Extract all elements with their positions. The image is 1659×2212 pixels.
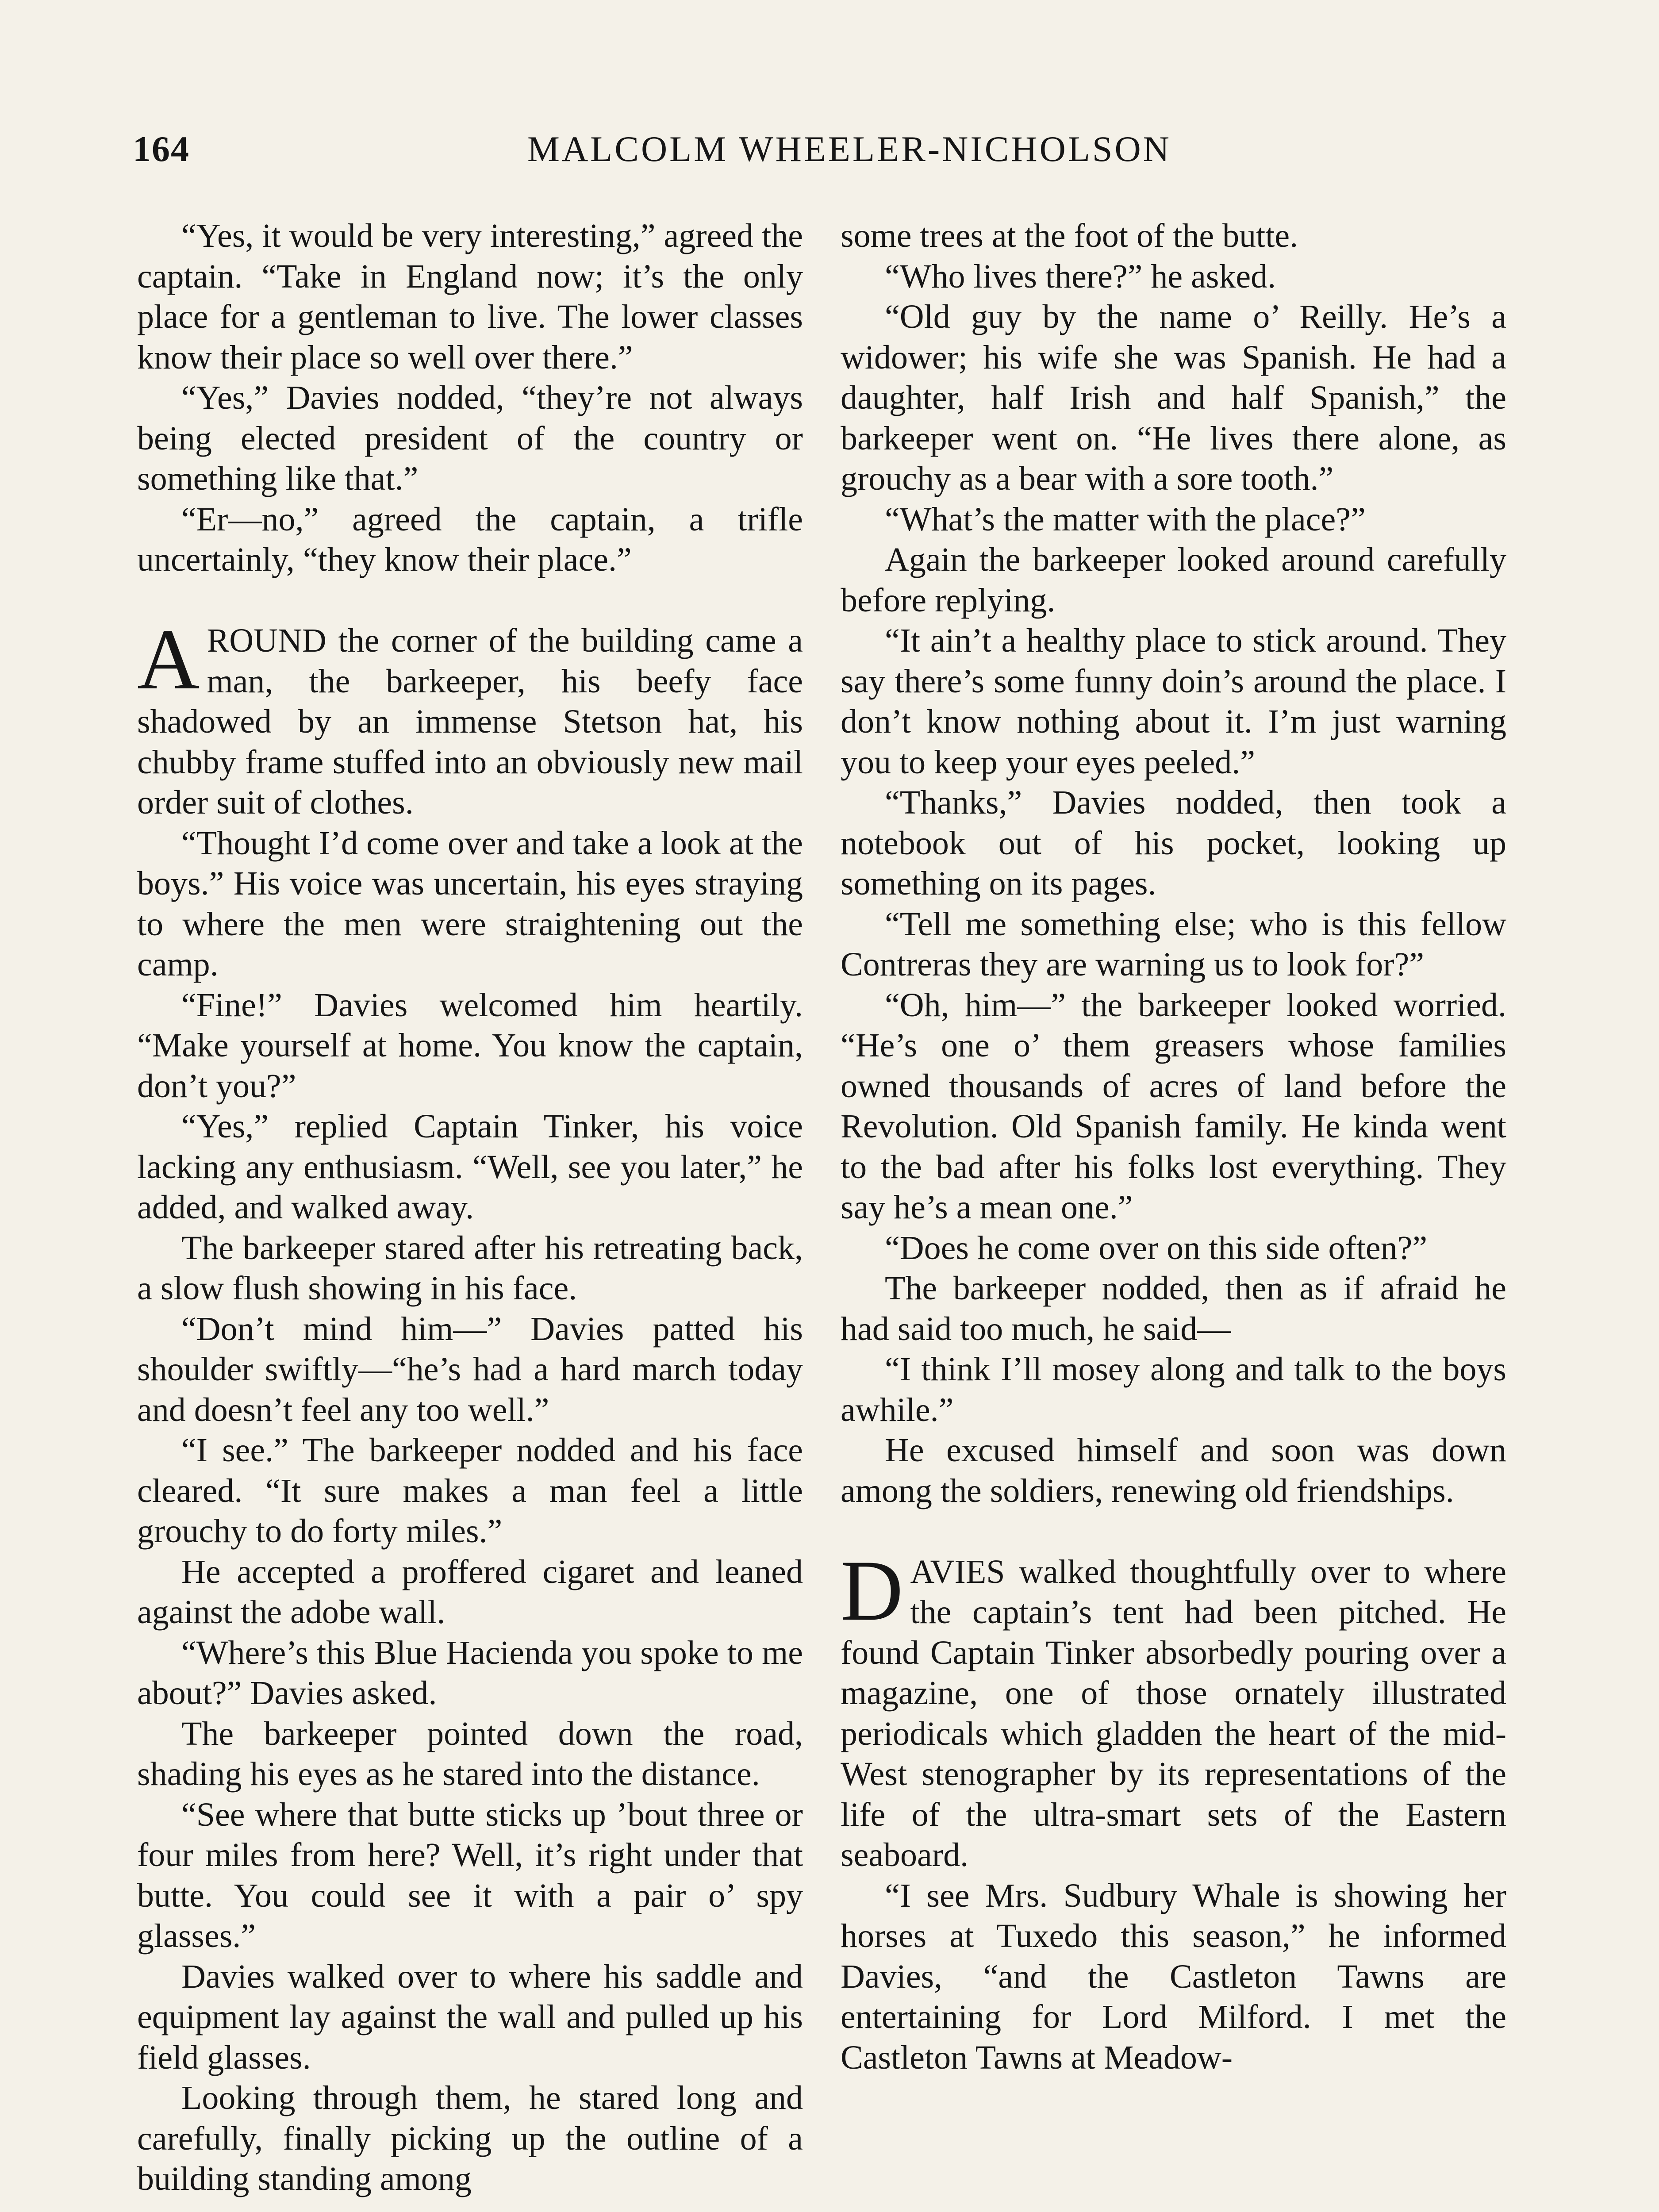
paragraph: “Tell me something else; who is this fellow Contreras they are warning us to look for?” (841, 905, 1506, 983)
paragraph: “Who lives there?” he asked. (885, 257, 1276, 295)
paragraph: “Thought I’d come over and take a look at the boys.” His voice was uncertain, his eyes straying to where the men were straightening out the camp. (137, 824, 803, 983)
section-opening-paragraph (137, 611, 803, 823)
section-opening-text: ROUND the corner of the building came a man, the barkeeper, his beefy face shadowed by an immense Stetson hat, his chubby frame stuffed into an obviously new mail order suit of clothes. (137, 622, 803, 821)
paragraph-continued: some trees at the foot of the butte. (841, 217, 1298, 254)
running-head (133, 128, 1517, 177)
paragraph: “I think I’ll mosey along and talk to the boys awhile.” (841, 1351, 1506, 1429)
paragraph: The barkeeper stared after his retreating back, a slow flush showing in his face. (137, 1229, 803, 1307)
page-number: 164 (133, 129, 190, 169)
paragraph: “Yes,” replied Captain Tinker, his voice lacking any enthusiasm. “Well, see you later,” he added, and walked away. (137, 1108, 803, 1226)
paragraph: Looking through them, he stared long and carefully, finally picking up the outline of a building standing among (137, 2079, 803, 2197)
paragraph: “Yes, it would be very interesting,” agreed the captain. “Take in England now; it’s the only place for a gentleman to live. The lower classes know their place so well over there.” (137, 217, 803, 376)
paragraph: Davies walked over to where his saddle and equipment lay against the wall and pulled up his field glasses. (137, 1958, 803, 2076)
section-opening-text: AVIES walked thoughtfully over to where the captain’s tent had been pitched. He found Captain Tinker absorbedly pouring over a magazine, one of those ornately illustrated periodicals which gladden the heart of the mid-West stenographer by its representations of the life of the ultra-smart sets of the Eastern seaboard. (841, 1553, 1506, 1874)
paragraph: He accepted a proffered cigaret and leaned against the adobe wall. (137, 1553, 803, 1631)
paragraph: “Fine!” Davies welcomed him heartily. “Make yourself at home. You know the captain, don’t you?” (137, 986, 803, 1105)
paragraph: “Oh, him—” the barkeeper looked worried. “He’s one o’ them greasers whose families owned thousands of acres of land before the Revolution. Old Spanish family. He kinda went to the bad after his folks lost everything. They say he’s a mean one.” (841, 986, 1506, 1226)
paragraph: “Yes,” Davies nodded, “they’re not always being elected president of the country or something like that.” (137, 379, 803, 497)
paragraph: “Thanks,” Davies nodded, then took a notebook out of his pocket, looking up something on its pages. (841, 784, 1506, 902)
section-opening-paragraph (841, 1542, 1506, 1876)
paragraph: He excused himself and soon was down among the soldiers, renewing old friendships. (841, 1432, 1506, 1509)
drop-cap: A (137, 611, 200, 707)
left-column (137, 216, 803, 2200)
running-head-author: MALCOLM WHEELER-NICHOLSON (527, 129, 1171, 169)
paragraph: “I see.” The barkeeper nodded and his face cleared. “It sure makes a man feel a little grouchy to do forty miles.” (137, 1432, 803, 1550)
paragraph: “What’s the matter with the place?” (885, 500, 1366, 538)
paragraph: “Where’s this Blue Hacienda you spoke to me about?” Davies asked. (137, 1634, 803, 1712)
paragraph: Again the barkeeper looked around carefully before replying. (841, 541, 1506, 619)
drop-cap: D (841, 1542, 903, 1639)
paragraph: “Old guy by the name o’ Reilly. He’s a widower; his wife she was Spanish. He had a daughter, half Irish and half Spanish,” the barkeeper went on. “He lives there alone, as grouchy as a bear with a sore tooth.” (841, 298, 1506, 497)
paragraph: “See where that butte sticks up ’bout three or four miles from here? Well, it’s right under that butte. You could see it with a pair o’ spy glasses.” (137, 1796, 803, 1955)
paragraph: “I see Mrs. Sudbury Whale is showing her horses at Tuxedo this season,” he informed Davies, “and the Castleton Tawns are entertaining for Lord Milford. I met the Castleton Tawns at Meadow- (841, 1877, 1506, 2076)
paragraph: “It ain’t a healthy place to stick around. They say there’s some funny doin’s around the place. I don’t know nothing about it. I’m just warning you to keep your eyes peeled.” (841, 622, 1506, 781)
paragraph: “Er—no,” agreed the captain, a trifle uncertainly, “they know their place.” (137, 500, 803, 578)
right-column (841, 216, 1506, 2078)
paragraph: The barkeeper nodded, then as if afraid he had said too much, he said— (841, 1270, 1506, 1348)
paragraph: “Does he come over on this side often?” (885, 1229, 1428, 1267)
paragraph: “Don’t mind him—” Davies patted his shoulder swiftly—“he’s had a hard march today and doesn’t feel any too well.” (137, 1310, 803, 1429)
paragraph: The barkeeper pointed down the road, shading his eyes as he stared into the distance. (137, 1715, 803, 1793)
